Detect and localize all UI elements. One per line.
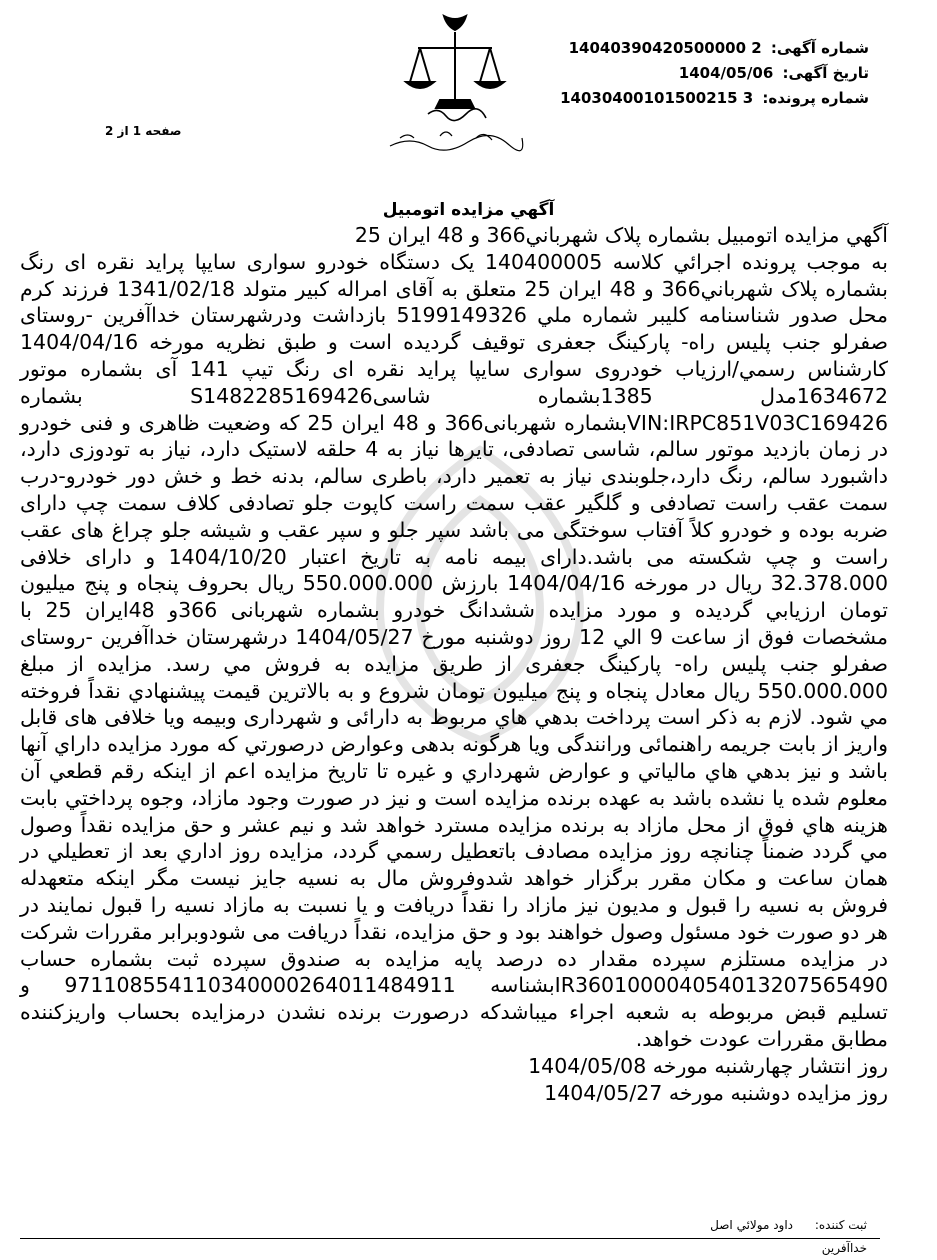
ad-number-row <box>549 36 869 61</box>
file-number-row <box>549 86 869 111</box>
registrar-label: ثبت کننده: <box>814 1218 867 1232</box>
judiciary-emblem-logo <box>380 8 530 158</box>
ad-number: 14040390420500000 2 <box>568 39 762 57</box>
publish-date-line: روز انتشار چهارشنبه مورخه 1404/05/08 <box>528 1053 888 1078</box>
document-body <box>20 222 888 1106</box>
divider <box>20 1238 880 1239</box>
ad-number-label: شماره آگهی: <box>770 39 869 57</box>
city: خداآفرين <box>821 1241 867 1255</box>
body-text: به موجب پرونده اجرائي کلاسه 140400005 يک دستگاه خودرو سواری سايپا پرايد نقره ای رنگ بشماره پلاک شهرباني366 و 48 ايران 25 متعلق به آقای امراله کبير متولد 1341/02/18 فرزند کرم محل صدور شناسنامه کليبر شماره ملي 5199149326 بازداشت ودرشهرستان خداآفرين -روستای صفرلو جنب پليس راه- پارکينگ جعفری توقيف گرديده است و طبق نظريه مورخه 1404/04/16 کارشناس رسمي/ارزياب خودروی سواری سايپا پرايد نقره ای رنگ تيپ 141 آی بشماره موتور 1634672مدل 1385بشماره شاسیS1482285169426 بشماره VIN:IRPC851V03C169426بشماره شهربانی366 و 48 ايران 25 که وضعيت ظاهری و فنی خودرو در زمان بازديد موتور سالم، شاسی تصادفی، تايرها نياز به 4 حلقه لاستيک دارد، نياز به تودوزی دارد، داشبورد سالم، رنگ دارد،جلوبندی نياز به تعمير دارد، باطری سالم، بدنه خط و خش دور خودرو-درب سمت عقب راست تصادفی و گلگير عقب سمت راست کاپوت جلو تصادفی کلاف سمت چپ دارای ضربه بوده و خودرو کلاً آفتاب سوختگی می باشد سپر جلو و سپر عقب و شيشه جلو چراغ های عقب راست و چپ شکسته می باشد.دارای بيمه نامه به تاريخ اعتبار 1404/10/20 و دارای خلافی 32.378.000 ريال در مورخه 1404/04/16 بارزش 550.000.000 ريال بحروف پنجاه و پنج ميليون تومان ارزيابي گرديده و مورد مزايده ششدانگ خودرو بشماره شهربانی 366و 48ايران 25 با مشخصات فوق از ساعت 9 الي 12 روز دوشنبه مورخ 1404/05/27 درشهرستان خداآفرين -روستای صفرلو جنب پليس راه- پارکينگ جعفری از طريق مزايده به فروش مي رسد. مزايده از مبلغ 550.000.000 ريال معادل پنجاه و پنج ميليون تومان شروع و به بالاترين قيمت پيشنهادي نقداً فروخته مي شود. لازم به ذکر است پرداخت بدهي هاي مربوط به دارائی و شهرداری وبيمه ويا خلافی های قابل واريز از بابت جريمه راهنمائی ورانندگی ويا هرگونه بدهی وعوارض درصورتي که مورد مزايده داراي آنها باشد و نيز بدهي هاي مالياتي و عوارض شهرداري و غيره تا تاريخ مزايده اعم از اينکه رقم قطعي آن معلوم شده يا نشده باشد به عهده برنده مزايده است و نيز در صورت وجود مازاد، وجوه پرداختي بابت هزينه هاي فوق از محل مازاد به برنده مزايده مسترد خواهد شد و نيم عشر و حق مزايده نقداً وصول مي گردد ضمناً چنانچه روز مزايده مصادف باتعطيل رسمي گردد، مزايده روز اداري بعد از تعطيلي در همان ساعت و مکان مقرر برگزار خواهد شدوفروش مال به نسيه جايز نيست مگر اينکه متعهدله فروش به نسيه را قبول و مديون نيز مازاد را نقداً دريافت و يا نسبت به مازاد نسيه را قبول نمايند در هر دو صورت خود مسئول وصول خواهند بود و حق مزايده، نقداً دريافت می شودوبرابر مقررات شرکت در مزايده مستلزم سپرده مقدار ده درصد پايه مزايده به صندوق سپرده ثبت بشماره حساب IR360100004054013207565490بشناسه 971108554110340000264011484911 و تسليم قبض مربوطه به شعبه اجراء ميباشدکه درصورت برنده نشدن درمزايده بحساب واريزكننده مطابق مقررات عودت خواهد. <box>20 249 889 1051</box>
ad-metadata <box>549 36 869 111</box>
file-number-label: شماره پرونده: <box>762 89 869 107</box>
auction-date-line: روز مزايده دوشنبه مورخه 1404/05/27 <box>544 1080 888 1105</box>
ad-date: 1404/05/06 <box>678 64 774 82</box>
file-number: 14030400101500215 3 <box>560 89 754 107</box>
registrar-name: داود مولائي اصل <box>710 1218 794 1232</box>
subtitle: آگهي مزايده اتومبيل بشماره پلاک شهرباني366 و 48 ايران 25 <box>354 223 888 247</box>
ad-date-label: تاریخ آگهی: <box>782 64 869 82</box>
registrar <box>710 1218 867 1232</box>
ad-date-row <box>549 61 869 86</box>
page-title: آگهي مزايده اتومبيل <box>382 200 555 220</box>
page-indicator: صفحه 1 از 2 <box>105 124 182 138</box>
